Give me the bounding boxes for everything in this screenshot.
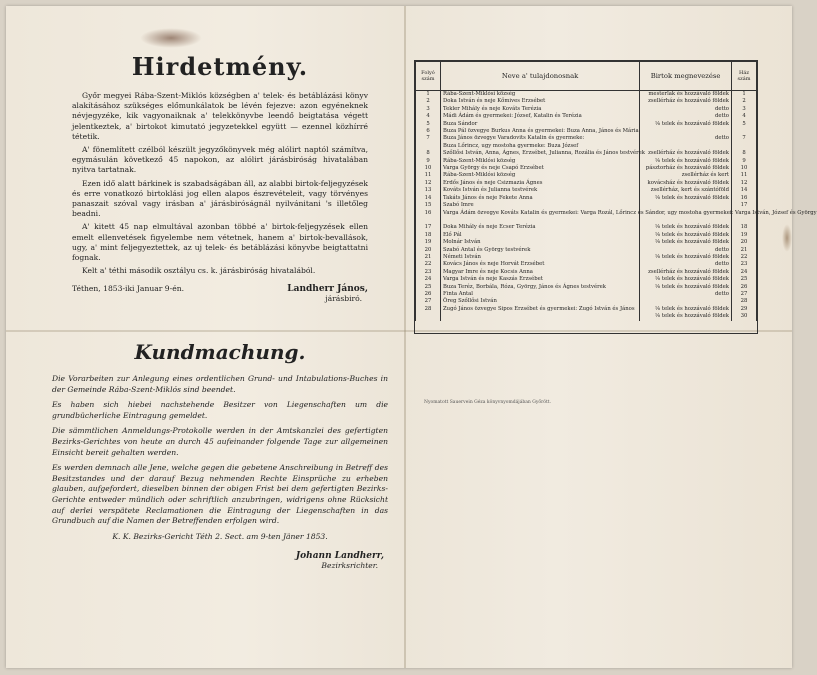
row-owner: Magyar Imre és neje Kocsis Anna — [441, 269, 640, 276]
hungarian-paragraph: Győr megyei Rába-Szent-Miklós községben a' telek- és betáblázási könyv alakításához szükséges előmunkálatok be lévén fejezve: azon egyéneknek névjegyzéke, kik vagyonaiknak a' telekkönyvbe leendő beigtatása végett jelentkeztek, a' birtokot kimutató jegyzetekkel együtt — ezennel közhírré tétetik. — [72, 91, 368, 141]
row-property: pásztorház és hozzávaló földek — [640, 165, 732, 172]
row-number: 28 — [416, 306, 441, 313]
table-row — [416, 276, 757, 283]
row-property: detto — [640, 135, 732, 142]
row-number — [416, 217, 441, 224]
row-house-number: 14 — [732, 187, 757, 194]
row-owner: Buza Lőrincz, ugy mostoha gyermeke: Buza József — [441, 143, 640, 150]
row-house-number: 18 — [732, 224, 757, 231]
german-paragraph: Es werden demnach alle Jene, welche gegen die gebetene Anschreibung in Betreff des Besitzstandes und der darauf Bezug nehmenden Rechte Einsprüche zu erheben glauben, aufgefordert, dieselben binnen der obigen Frist bei dem gefertigten Bezirks-Gerichte entweder mündlich oder schriftlich anzubringen, widrigens ohne Rücksicht auf derlei verspätete Reclamationen die Eintragung der Liegenschaften in das Grundbuch auf die Namen der Betreffenden erfolgen wird. — [52, 463, 388, 526]
hungarian-place-date: Téthen, 1853-iki Januar 9-én. — [72, 284, 185, 294]
table-row — [416, 284, 757, 291]
row-number: 18 — [416, 232, 441, 239]
german-paragraph: Die Vorarbeiten zur Anlegung eines ordentlichen Grund- und Intabulations-Buches in der Gemeinde Rába-Szent-Miklós sind beendet. — [52, 374, 388, 394]
row-number: 16 — [416, 210, 441, 217]
table-row — [416, 298, 757, 305]
german-paragraph: Die sämmtlichen Anmeldungs-Protokolle werden in der Amtskanzlei des gefertigten Bezirks-Gerichtes von heute an durch 45 aufeinander folgende Tage zur allgemeinen Einsicht bereit gehalten werden. — [52, 426, 388, 457]
row-owner: Szőllősi István, Anna, Ágnes, Erzsébet, Julianna, Rozália és János testvérek — [441, 150, 640, 157]
row-owner: Molnár István — [441, 239, 640, 246]
row-owner: Kováts István és Julianna testvérek — [441, 187, 640, 194]
row-owner: Elő Pál — [441, 232, 640, 239]
row-house-number: 10 — [732, 165, 757, 172]
hungarian-paragraph: A' kitett 45 nap elmultával azonban többé a' birtok-feljegyzések ellen emelt ellenvetések figyelembe nem vétetnek, hanem a' birtok-bevallások, ugy, a' mint feljegyeztettek, az uj telek- és betáblázási könyvbe beigtattatni fognak. — [72, 222, 368, 263]
row-owner: Buza Sándor — [441, 121, 640, 128]
row-number: 15 — [416, 202, 441, 209]
table-row — [416, 313, 757, 320]
table-row — [416, 239, 757, 246]
row-owner: Kovács János és neje Horvát Erzsébet — [441, 261, 640, 268]
row-house-number: 2 — [732, 98, 757, 105]
row-property: ⅛ telek és hozzávaló földek — [640, 232, 732, 239]
row-number: 26 — [416, 291, 441, 298]
row-owner: Öreg Szőllősi István — [441, 298, 640, 305]
row-number: 3 — [416, 106, 441, 113]
row-property — [640, 298, 732, 305]
row-owner — [441, 313, 640, 320]
row-owner: Tekler Mihály és neje Kováts Terézia — [441, 106, 640, 113]
header-house-number: Ház szám — [732, 62, 757, 91]
hungarian-signer-role: járásbiró. — [325, 294, 362, 304]
row-number: 12 — [416, 180, 441, 187]
hungarian-paragraph: Ezen idő alatt bárkinek is szabadságában áll, az alabbi birtok-feljegyzések és erre vonatkozó birtoklási jog ellen alapos észrevételeit, vagy törvényes panaszait szóval vagy irásban a' járásbiróságnál nyilvánitani 's illetőleg beadni. — [72, 178, 368, 219]
row-house-number: 19 — [732, 232, 757, 239]
row-property: detto — [640, 247, 732, 254]
row-property — [640, 202, 732, 209]
row-number: 24 — [416, 276, 441, 283]
row-property: zsellérház és kert — [640, 172, 732, 179]
row-house-number: 21 — [732, 247, 757, 254]
row-number: 22 — [416, 261, 441, 268]
table-row — [416, 187, 757, 194]
row-owner: Szabó Antal és György testvérek — [441, 247, 640, 254]
row-number: 23 — [416, 269, 441, 276]
german-signer: Johann Landherr, — [295, 550, 384, 561]
hungarian-paragraph: A' fönemlített czélból készült jegyzőkönyvek még alólirt naptól számítva, egymásulán következő 45 napokon, az alólirt járásbiróság hivatalában nyitva tartatnak. — [72, 145, 368, 175]
table-row — [416, 135, 757, 142]
row-house-number: 9 — [732, 158, 757, 165]
row-house-number: 25 — [732, 276, 757, 283]
row-owner: Takáts János és neje Fekete Anna — [441, 195, 640, 202]
row-property: ⅛ telek és hozzávaló földek — [640, 224, 732, 231]
hungarian-signature-row — [72, 284, 368, 294]
row-number: 4 — [416, 113, 441, 120]
row-house-number — [732, 217, 757, 224]
owners-table-frame — [414, 60, 817, 334]
row-number: 13 — [416, 187, 441, 194]
row-owner: Rába-Szent-Miklósi község — [441, 91, 640, 99]
row-number: 11 — [416, 172, 441, 179]
row-number: 19 — [416, 239, 441, 246]
row-house-number: 8 — [732, 150, 757, 157]
row-house-number: 16 — [732, 195, 757, 202]
row-house-number — [732, 143, 757, 150]
row-house-number: 1 — [732, 91, 757, 99]
row-house-number: 23 — [732, 261, 757, 268]
row-owner: Németi István — [441, 254, 640, 261]
row-property: ⅛ telek és hozzávaló földek — [640, 276, 732, 283]
stain-mark — [140, 28, 202, 48]
row-house-number: 20 — [732, 239, 757, 246]
row-number: 7 — [416, 135, 441, 142]
table-row — [416, 150, 757, 157]
row-house-number: 7 — [732, 135, 757, 142]
row-owner: Varga Ádám özvegye Kováts Katalin és gyermekei: Varga Rozál, Lőrincz és Sándor, ugy mostoha gyermekei: Varga István, József és György — [441, 210, 640, 217]
stain-mark-edge — [782, 224, 792, 252]
row-owner: Finta Antal — [441, 291, 640, 298]
row-property: detto — [640, 291, 732, 298]
table-body — [416, 91, 817, 321]
row-number: 1 — [416, 91, 441, 99]
row-number: 21 — [416, 254, 441, 261]
row-owner: Doka István és neje Kőmives Erzsébet — [441, 98, 640, 105]
row-property: detto — [640, 113, 732, 120]
table-row — [416, 202, 757, 209]
row-house-number — [732, 128, 757, 135]
row-property: ⅛ telek és hozzávaló földek — [640, 121, 732, 128]
vertical-fold — [404, 6, 406, 668]
table-row — [416, 232, 757, 239]
german-paragraph: Es haben sich hiebei nachstehende Besitzer von Liegenschaften um die grundbücherliche Eintragung gemeldet. — [52, 400, 388, 420]
table-row — [416, 121, 757, 128]
row-property: detto — [640, 261, 732, 268]
table-row — [416, 195, 757, 202]
row-owner: Varga György és neje Csapó Erzsébet — [441, 165, 640, 172]
row-house-number: 4 — [732, 113, 757, 120]
header-property: Birtok megnevezése — [640, 62, 732, 91]
row-house-number: 27 — [732, 291, 757, 298]
row-house-number: 17 — [732, 202, 757, 209]
printer-note: Nyomatott Sauervein Géza könyvnyomdájában Győrött. — [424, 400, 552, 405]
row-number: 20 — [416, 247, 441, 254]
row-owner: Rába-Szent-Miklósi község — [441, 158, 640, 165]
table-row — [416, 247, 757, 254]
german-notice — [52, 340, 388, 570]
row-owner: Rába-Szent-Miklósi község — [441, 172, 640, 179]
row-owner: Mádi Ádám és gyermekei: József, Katalin és Terézia — [441, 113, 640, 120]
row-owner: Buza János özvegye Varadovits Katalin és gyermeke: — [441, 135, 640, 142]
table-row — [416, 172, 757, 179]
hungarian-signer: Landherr János, — [287, 284, 368, 295]
table-row — [416, 224, 757, 231]
row-owner: Doka Mihály és neje Ecser Terézia — [441, 224, 640, 231]
row-property: ⅛ telek és hozzávaló földek — [640, 306, 732, 313]
row-number: 2 — [416, 98, 441, 105]
row-property: ⅛ telek és hozzávaló földek — [640, 195, 732, 202]
row-house-number: 11 — [732, 172, 757, 179]
table-row — [416, 210, 757, 217]
row-number: 14 — [416, 195, 441, 202]
row-number — [416, 143, 441, 150]
row-house-number: 22 — [732, 254, 757, 261]
row-number: 25 — [416, 284, 441, 291]
row-property: zsellérház és hozzávaló földek — [640, 98, 732, 105]
row-number — [416, 313, 441, 320]
row-owner: Szabó Imre — [441, 202, 640, 209]
table-row — [416, 261, 757, 268]
row-owner: Buza Pál özvegye Burkus Anna és gyermekei: Buza Anna, János és Mária — [441, 128, 640, 135]
table-row — [416, 113, 757, 120]
row-property: ⅛ telek és hozzávaló földek — [640, 254, 732, 261]
header-owner: Neve a' tulajdonosnak — [441, 62, 640, 91]
row-property: zsellérház, kert és szántóföld — [640, 187, 732, 194]
row-property: ⅛ telek és hozzávaló földek — [640, 158, 732, 165]
owners-table — [415, 61, 817, 321]
row-property: zsellérház és hozzávaló földek — [640, 150, 732, 157]
row-number: 5 — [416, 121, 441, 128]
german-place-date: K. K. Bezirks-Gericht Téth 2. Sect. am 9-ten Jäner 1853. — [112, 531, 328, 541]
row-property: mesterlak és hozzávaló földek — [640, 91, 732, 99]
row-house-number: 12 — [732, 180, 757, 187]
row-house-number: 24 — [732, 269, 757, 276]
row-property — [640, 128, 732, 135]
row-house-number: 3 — [732, 106, 757, 113]
row-number: 6 — [416, 128, 441, 135]
table-row — [416, 98, 757, 105]
row-number: 10 — [416, 165, 441, 172]
row-house-number: 26 — [732, 284, 757, 291]
row-number: 27 — [416, 298, 441, 305]
hungarian-notice — [72, 52, 368, 303]
row-house-number: 28 — [732, 298, 757, 305]
row-owner: Zugó János özvegye Sipos Erzsébet és gyermekei: Zugó István és János — [441, 306, 640, 313]
header-number: Folyó szám — [416, 62, 441, 91]
row-property: ⅛ telek és hozzávaló földek — [640, 239, 732, 246]
table-row — [416, 158, 757, 165]
row-property: kovácsház és hozzávaló földek — [640, 180, 732, 187]
row-number: 8 — [416, 150, 441, 157]
row-owner: Varga István és neje Kaszás Erzsébet — [441, 276, 640, 283]
table-header-row — [416, 62, 757, 91]
row-number: 17 — [416, 224, 441, 231]
row-property: detto — [640, 106, 732, 113]
row-house-number: 30 — [732, 313, 757, 320]
row-owner: Buza Teréz, Borbála, Róza, György, János és Ágnes testvérek — [441, 284, 640, 291]
german-title: Kundmachung. — [134, 340, 306, 364]
row-property: zsellérház és hozzávaló földek — [640, 269, 732, 276]
hungarian-paragraph: Kelt a' téthi második osztályu cs. k. járásbiróság hivatalából. — [82, 266, 316, 276]
row-owner: Erdős János és neje Csizmazia Ágnes — [441, 180, 640, 187]
row-number: 9 — [416, 158, 441, 165]
german-signer-role: Bezirksrichter. — [321, 560, 378, 570]
row-property: ⅛ telek és hozzávaló földek — [640, 313, 732, 320]
hungarian-title: Hirdetmény. — [131, 52, 309, 81]
row-property: ⅛ telek és hozzávaló földek — [640, 284, 732, 291]
row-house-number: 29 — [732, 306, 757, 313]
row-house-number: 5 — [732, 121, 757, 128]
